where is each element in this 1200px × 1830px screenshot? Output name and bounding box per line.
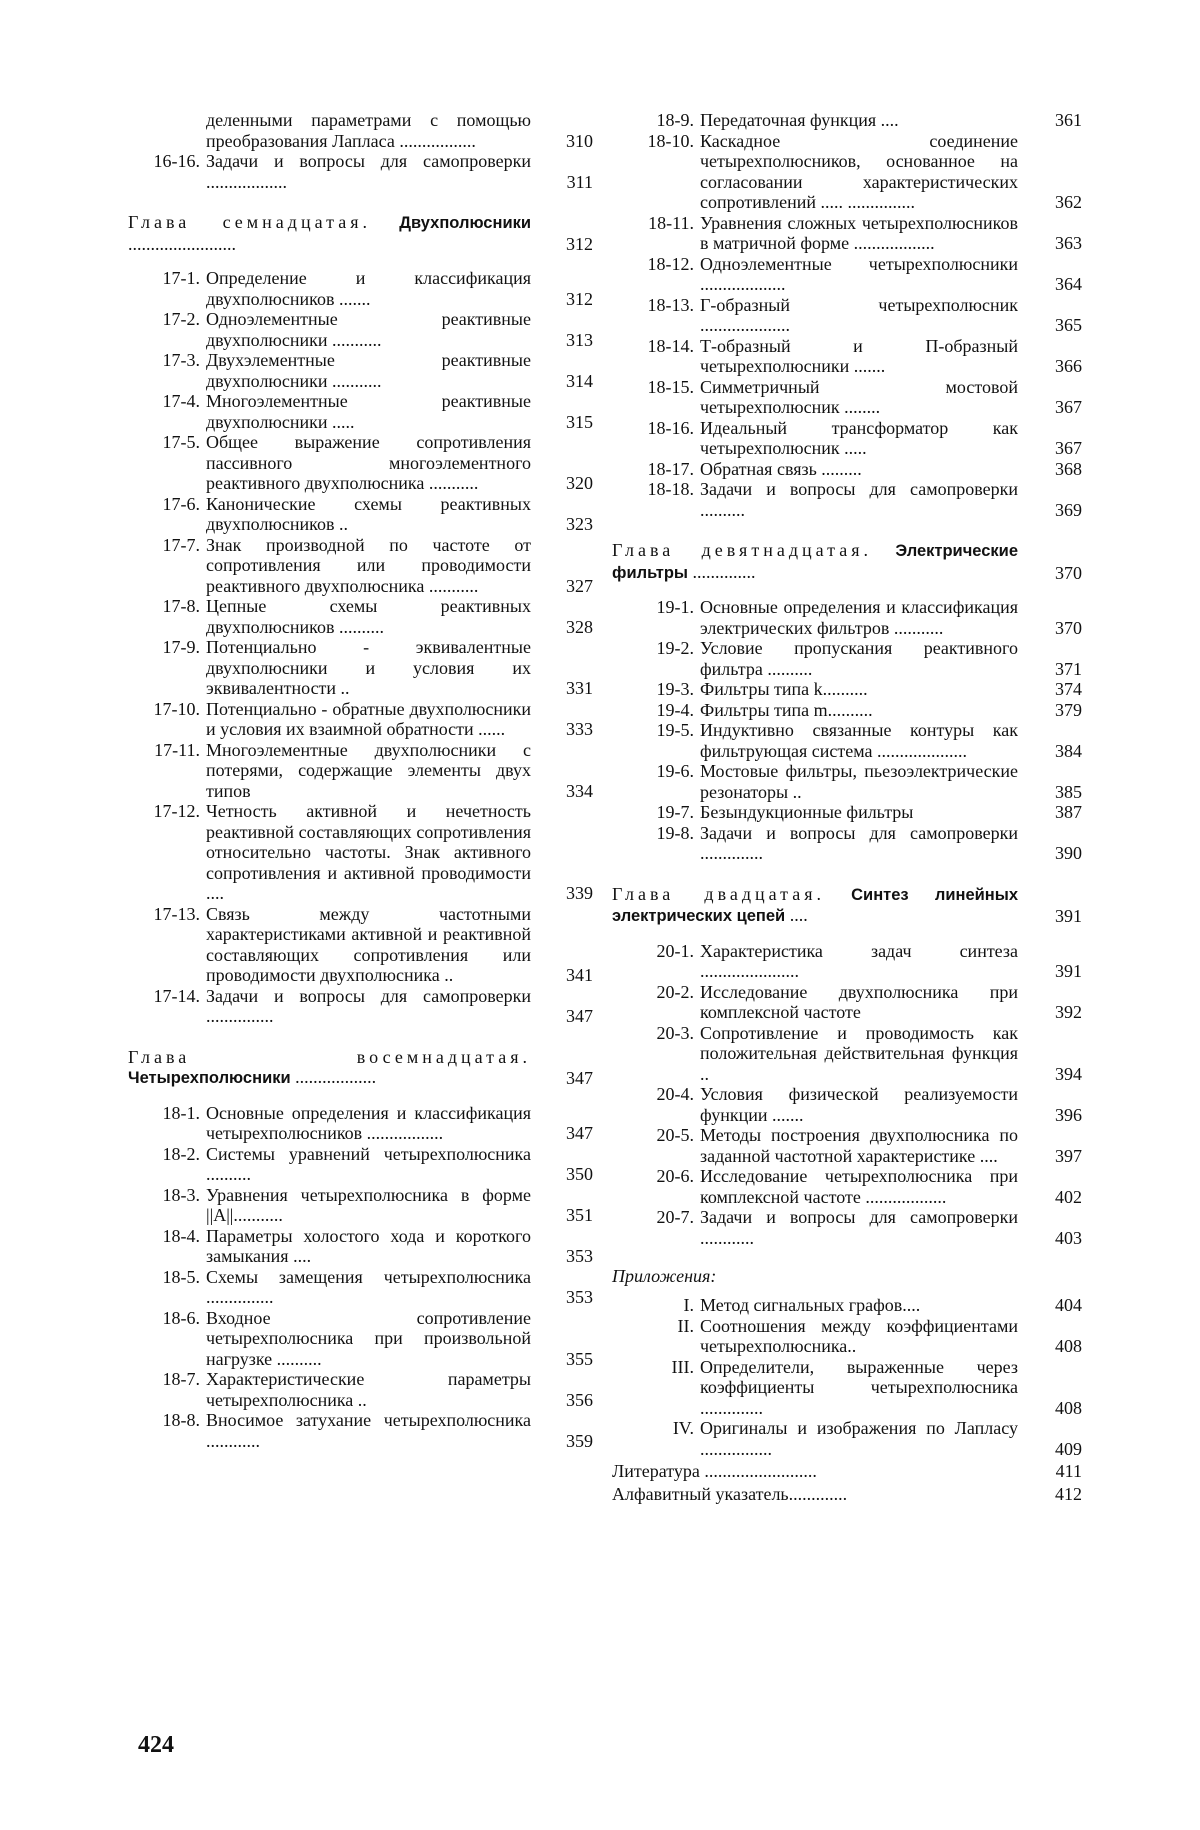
section-number	[128, 110, 206, 151]
chapter-heading	[612, 884, 1018, 927]
section-title: Одноэлементные реактивные двухполюсники ...........	[206, 309, 531, 350]
section-title: Безындукционные фильтры	[700, 802, 914, 822]
toc-entry	[128, 1410, 593, 1451]
section-title: Каскадное соединение четырехполюсников, основанное на согласовании характеристических сопротивлений ..... ...............	[700, 130, 1018, 212]
page-ref: 327	[566, 575, 593, 596]
section-number: 19-3.	[656, 679, 694, 699]
section-title: Фильтры типа m..........	[700, 699, 873, 720]
page-ref: 391	[1055, 961, 1082, 981]
section-number: 17-12.	[153, 801, 200, 821]
section-title: Четность активной и нечетность реактивной составляющих сопротивления относительно частоты. Знак активного сопротивления и активной проводимости ....	[206, 801, 531, 903]
section-title: деленными параметрами с помощью преобразования Лапласа .................	[206, 110, 531, 151]
toc-entry	[128, 1103, 593, 1144]
page-ref: 320	[566, 473, 593, 493]
toc-entry	[612, 1084, 1082, 1125]
section-title: Исследование двухполюсника при комплексной частоте	[700, 981, 1018, 1022]
section-number: 17-8.	[162, 596, 200, 616]
section-title: Т-образный и П-образный четырехполюсники .......	[700, 335, 1018, 376]
literature-entry	[612, 1461, 1082, 1482]
toc-entry	[128, 1226, 593, 1267]
page-ref: 359	[566, 1430, 593, 1451]
toc-entry	[612, 638, 1082, 679]
page-ref: 314	[566, 370, 593, 391]
toc-entry	[128, 904, 593, 986]
section-number: 18-5.	[162, 1266, 200, 1287]
toc-entry	[612, 700, 1082, 721]
page-ref: 313	[566, 329, 593, 350]
section-number: 17-11.	[154, 739, 200, 760]
toc-entry	[128, 309, 593, 350]
page-ref: 412	[1055, 1483, 1082, 1504]
section-title: Методы построения двухполюсника по заданной частотной характеристике ....	[700, 1125, 1018, 1166]
index-title: Алфавитный указатель.............	[612, 1483, 848, 1504]
page-number: 424	[138, 1732, 174, 1758]
section-number: 19-5.	[656, 720, 694, 740]
section-number: 18-13.	[647, 294, 694, 315]
section-title: Определение и классификация двухполюсников .......	[206, 268, 531, 309]
chapter-label: Глава семнадцатая.	[128, 212, 371, 232]
section-number: 19-6.	[656, 761, 694, 781]
page-ref: 396	[1055, 1104, 1082, 1125]
page-ref: 351	[566, 1205, 593, 1225]
section-number: 20-6.	[656, 1166, 694, 1186]
section-title: Уравнения сложных четырехполюсников в матричной форме ..................	[700, 212, 1018, 253]
section-title: Двухэлементные реактивные двухполюсники ...........	[206, 350, 531, 391]
page-ref: 370	[1055, 617, 1082, 638]
section-number: 17-9.	[162, 637, 200, 657]
page-ref: 392	[1055, 1002, 1082, 1022]
toc-entry	[612, 982, 1082, 1023]
section-title: Условия физической реализуемости функции .......	[700, 1084, 1018, 1125]
toc-entry	[128, 1369, 593, 1410]
toc-entry	[612, 1023, 1082, 1085]
page-ref: 328	[566, 616, 593, 637]
toc-entry	[612, 941, 1082, 982]
continued-entry	[128, 110, 593, 151]
section-title: Исследование четырехполюсника при комплексной частоте ..................	[700, 1166, 1018, 1207]
section-title: Задачи и вопросы для самопроверки ............	[700, 1207, 1018, 1248]
section-number: 18-10.	[647, 130, 694, 151]
section-number: 20-1.	[656, 940, 694, 961]
page-ref: 323	[566, 514, 593, 534]
section-number: 19-1.	[656, 597, 694, 617]
section-number: 18-16.	[647, 417, 694, 438]
page-ref: 384	[1055, 740, 1082, 761]
section-number: 18-6.	[162, 1307, 200, 1328]
appendix-entry	[612, 1316, 1082, 1357]
leader-dots: ..............	[688, 561, 756, 582]
appendix-entry	[612, 1357, 1082, 1419]
section-number: 19-2.	[656, 638, 694, 658]
chapter-heading	[128, 1047, 531, 1089]
appendix-entry	[612, 1295, 1082, 1316]
section-title: Г-образный четырехполюсник ....................	[700, 294, 1018, 335]
page-ref: 312	[566, 288, 593, 309]
chapter-heading	[128, 212, 531, 254]
section-title: Задачи и вопросы для самопроверки ..........	[700, 479, 1018, 520]
chapter-18-heading	[128, 1047, 593, 1089]
toc-entry	[612, 131, 1082, 213]
page-ref: 409	[1055, 1438, 1082, 1459]
section-number: 17-13.	[153, 903, 200, 924]
section-title: Входное сопротивление четырехполюсника при произвольной нагрузке ..........	[206, 1307, 531, 1369]
section-title: Уравнения четырехполюсника в форме ||A||...........	[206, 1184, 531, 1225]
appendix-title: Метод сигнальных графов....	[700, 1295, 921, 1315]
appendix-number: I.	[683, 1295, 694, 1315]
page-ref: 356	[566, 1389, 593, 1410]
page-ref: 311	[566, 171, 593, 192]
section-title: Обратная связь .........	[700, 458, 862, 479]
page-ref: 391	[1055, 906, 1082, 926]
appendix-number: III.	[671, 1356, 694, 1377]
section-title: Основные определения и классификация четырехполюсников .................	[206, 1102, 531, 1143]
section-number: 18-1.	[162, 1102, 200, 1123]
toc-right-column	[612, 110, 1082, 1506]
toc-entry	[612, 679, 1082, 700]
section-title: Мостовые фильтры, пьезоэлектрические резонаторы ..	[700, 761, 1018, 802]
toc-entry	[612, 459, 1082, 480]
page-ref: 366	[1055, 356, 1082, 376]
page-ref: 402	[1055, 1186, 1082, 1207]
toc-entry	[128, 350, 593, 391]
section-title: Схемы замещения четырехполюсника ...............	[206, 1266, 531, 1307]
page-ref: 362	[1055, 192, 1082, 212]
section-number: 18-4.	[162, 1225, 200, 1246]
page-ref: 364	[1055, 274, 1082, 294]
section-number: 17-4.	[162, 391, 200, 411]
toc-entry	[612, 597, 1082, 638]
page-ref: 333	[566, 719, 593, 739]
toc-entry	[128, 596, 593, 637]
section-title: Индуктивно связанные контуры как фильтрующая система ....................	[700, 720, 1018, 761]
toc-entry	[128, 268, 593, 309]
page-ref: 397	[1055, 1145, 1082, 1166]
section-number: 18-7.	[162, 1369, 200, 1389]
page-ref: 367	[1055, 397, 1082, 417]
appendix-title: Определители, выраженные через коэффициенты четырехполюсника ..............	[700, 1356, 1018, 1418]
appendix-title: Оригиналы и изображения по Лапласу ................	[700, 1418, 1018, 1459]
page-ref: 341	[566, 965, 593, 985]
toc-entry	[612, 1207, 1082, 1248]
index-entry	[612, 1484, 1082, 1505]
toc-entry	[612, 418, 1082, 459]
chapter-17-heading	[128, 212, 593, 254]
page-ref: 371	[1055, 658, 1082, 679]
appendix-title: Соотношения между коэффициентами четырехполюсника..	[700, 1315, 1018, 1356]
page-ref: 379	[1055, 699, 1082, 720]
page-ref: 347	[566, 1068, 593, 1088]
page-ref: 353	[566, 1287, 593, 1307]
toc-left-column	[128, 110, 593, 1451]
section-title: Многоэлементные двухполюсники с потерями, содержащие элементы двух типов	[206, 739, 531, 801]
literature-title: Литература .........................	[612, 1461, 817, 1481]
section-number: 16-16.	[153, 151, 200, 171]
toc-entry	[128, 986, 593, 1027]
section-title: Основные определения и классификация электрических фильтров ...........	[700, 597, 1018, 638]
toc-entry	[128, 801, 593, 904]
section-title: Задачи и вопросы для самопроверки ...............	[206, 985, 531, 1026]
section-number: 20-4.	[656, 1084, 694, 1104]
section-title: Потенциально - эквивалентные двухполюсники и условия их эквивалентности ..	[206, 637, 531, 698]
page-ref: 411	[1055, 1461, 1082, 1481]
page-ref: 385	[1055, 781, 1082, 802]
page-ref: 339	[566, 883, 593, 903]
leader-dots: ........................	[128, 233, 236, 254]
section-number: 17-1.	[162, 268, 200, 288]
section-title: Симметричный мостовой четырехполюсник ........	[700, 376, 1018, 417]
section-number: 20-2.	[656, 981, 694, 1002]
chapter-label: Глава двадцатая.	[612, 883, 825, 904]
section-number: 17-10.	[153, 698, 200, 719]
section-title: Вносимое затухание четырехполюсника ............	[206, 1410, 531, 1451]
page-ref: 334	[566, 780, 593, 801]
chapter-20-heading	[612, 884, 1082, 927]
section-title: Системы уравнений четырехполюсника ..........	[206, 1143, 531, 1184]
section-title: Сопротивление и проводимость как положительная действительная функция ..	[700, 1022, 1018, 1084]
toc-entry	[128, 1267, 593, 1308]
section-number: 20-5.	[656, 1125, 694, 1145]
section-number: 17-3.	[162, 350, 200, 370]
toc-entry	[612, 720, 1082, 761]
section-number: 19-7.	[656, 802, 694, 822]
toc-entry	[612, 761, 1082, 802]
page-ref: 312	[566, 233, 593, 254]
chapter-title: Синтез линейных электрических цепей	[612, 885, 1018, 925]
page-ref: 331	[566, 678, 593, 698]
section-title: Характеристические параметры четырехполюсника ..	[206, 1369, 531, 1410]
page-ref: 350	[566, 1164, 593, 1184]
section-title: Параметры холостого хода и короткого замыкания ....	[206, 1225, 531, 1266]
page-ref: 368	[1055, 458, 1082, 479]
page-ref: 347	[566, 1123, 593, 1143]
section-title: Общее выражение сопротивления пассивного многоэлементного реактивного двухполюсника ...........	[206, 432, 531, 493]
toc-entry	[612, 213, 1082, 254]
page-ref: 369	[1055, 499, 1082, 520]
section-number: 18-8.	[162, 1410, 200, 1430]
toc-entry	[128, 740, 593, 802]
toc-entry	[612, 336, 1082, 377]
section-number: 17-2.	[162, 309, 200, 329]
section-title: Идеальный трансформатор как четырехполюсник .....	[700, 417, 1018, 458]
section-number: 17-7.	[162, 534, 200, 555]
section-number: 19-4.	[656, 699, 694, 720]
page-ref: 408	[1055, 1336, 1082, 1356]
page-ref: 404	[1055, 1295, 1082, 1315]
page-ref: 315	[566, 411, 593, 432]
toc-entry	[612, 823, 1082, 864]
toc-entry	[128, 637, 593, 699]
chapter-title: Электрические фильтры	[612, 542, 1018, 582]
toc-entry	[128, 535, 593, 597]
toc-entry	[612, 110, 1082, 131]
page-ref: 387	[1055, 802, 1082, 822]
section-number: 18-9.	[656, 110, 694, 130]
toc-entry	[128, 1185, 593, 1226]
section-number: 17-6.	[162, 493, 200, 514]
page-ref: 363	[1055, 233, 1082, 253]
toc-entry	[612, 1166, 1082, 1207]
leader-dots: ..................	[290, 1067, 377, 1087]
page-ref: 361	[1055, 110, 1082, 130]
section-number: 18-17.	[647, 458, 694, 479]
page-ref: 347	[566, 1006, 593, 1026]
toc-entry	[128, 151, 593, 192]
section-number: 20-7.	[656, 1207, 694, 1227]
section-number: 18-18.	[647, 479, 694, 499]
toc-entry	[612, 479, 1082, 520]
section-title: Условие пропускания реактивного фильтра ..........	[700, 638, 1018, 679]
toc-entry	[612, 1125, 1082, 1166]
section-number: 17-14.	[153, 985, 200, 1006]
section-title: Характеристика задач синтеза ......................	[700, 940, 1018, 981]
section-title: Задачи и вопросы для самопроверки ..................	[206, 151, 531, 192]
section-title: Цепные схемы реактивных двухполюсников ..........	[206, 596, 531, 637]
toc-entry	[128, 699, 593, 740]
leader-dots: ....	[785, 905, 808, 925]
toc-entry	[612, 802, 1082, 823]
chapter-19-heading	[612, 540, 1082, 583]
appendix-entry	[612, 1418, 1082, 1459]
page-ref: 408	[1055, 1397, 1082, 1418]
section-title: Связь между частотными характеристиками активной и реактивной составляющих сопротивления или проводимости двухполюсника ..	[206, 903, 531, 985]
toc-entry	[612, 377, 1082, 418]
appendix-number: II.	[677, 1315, 694, 1336]
page-ref: 390	[1055, 843, 1082, 863]
toc-entry	[128, 432, 593, 494]
toc-entry	[612, 295, 1082, 336]
section-title: Фильтры типа k..........	[700, 679, 868, 699]
chapter-label: Глава девятнадцатая.	[612, 540, 872, 560]
page-ref: 355	[566, 1348, 593, 1369]
section-title: Канонические схемы реактивных двухполюсников ..	[206, 493, 531, 534]
appendix-number: IV.	[672, 1418, 694, 1438]
page-ref: 403	[1055, 1227, 1082, 1248]
section-number: 18-3.	[162, 1184, 200, 1205]
page-ref: 365	[1055, 315, 1082, 335]
section-title: Потенциально - обратные двухполюсники и условия их взаимной обратности ......	[206, 698, 531, 739]
toc-entry	[128, 391, 593, 432]
section-number: 20-3.	[656, 1022, 694, 1043]
section-number: 18-2.	[162, 1143, 200, 1164]
page-ref: 353	[566, 1246, 593, 1266]
section-title: Знак производной по частоте от сопротивления или проводимости реактивного двухполюсника ...........	[206, 534, 531, 596]
chapter-title: Четырехполюсники	[128, 1069, 291, 1087]
section-title: Задачи и вопросы для самопроверки ..............	[700, 822, 1018, 863]
section-number: 19-8.	[656, 822, 694, 843]
section-number: 18-14.	[647, 335, 694, 356]
toc-entry	[128, 1308, 593, 1370]
page-ref: 370	[1055, 562, 1082, 583]
section-title: Одноэлементные четырехполюсники ...................	[700, 253, 1018, 294]
page-ref: 310	[566, 130, 593, 151]
section-title: Многоэлементные реактивные двухполюсники .....	[206, 391, 531, 432]
toc-entry	[612, 254, 1082, 295]
page-ref: 394	[1055, 1063, 1082, 1084]
toc-entry	[128, 494, 593, 535]
appendices-heading: Приложения:	[612, 1266, 717, 1286]
chapter-title: Двухполюсники	[399, 214, 531, 232]
section-number: 18-11.	[648, 212, 694, 233]
page-ref: 374	[1055, 679, 1082, 699]
section-number: 18-12.	[647, 253, 694, 274]
toc-entry	[128, 1144, 593, 1185]
section-title: Передаточная функция ....	[700, 110, 899, 130]
chapter-label: Глава восемнадцатая.	[128, 1046, 531, 1067]
section-number: 17-5.	[162, 432, 200, 452]
chapter-heading	[612, 540, 1018, 583]
section-number: 18-15.	[647, 376, 694, 397]
page-ref: 367	[1055, 438, 1082, 458]
